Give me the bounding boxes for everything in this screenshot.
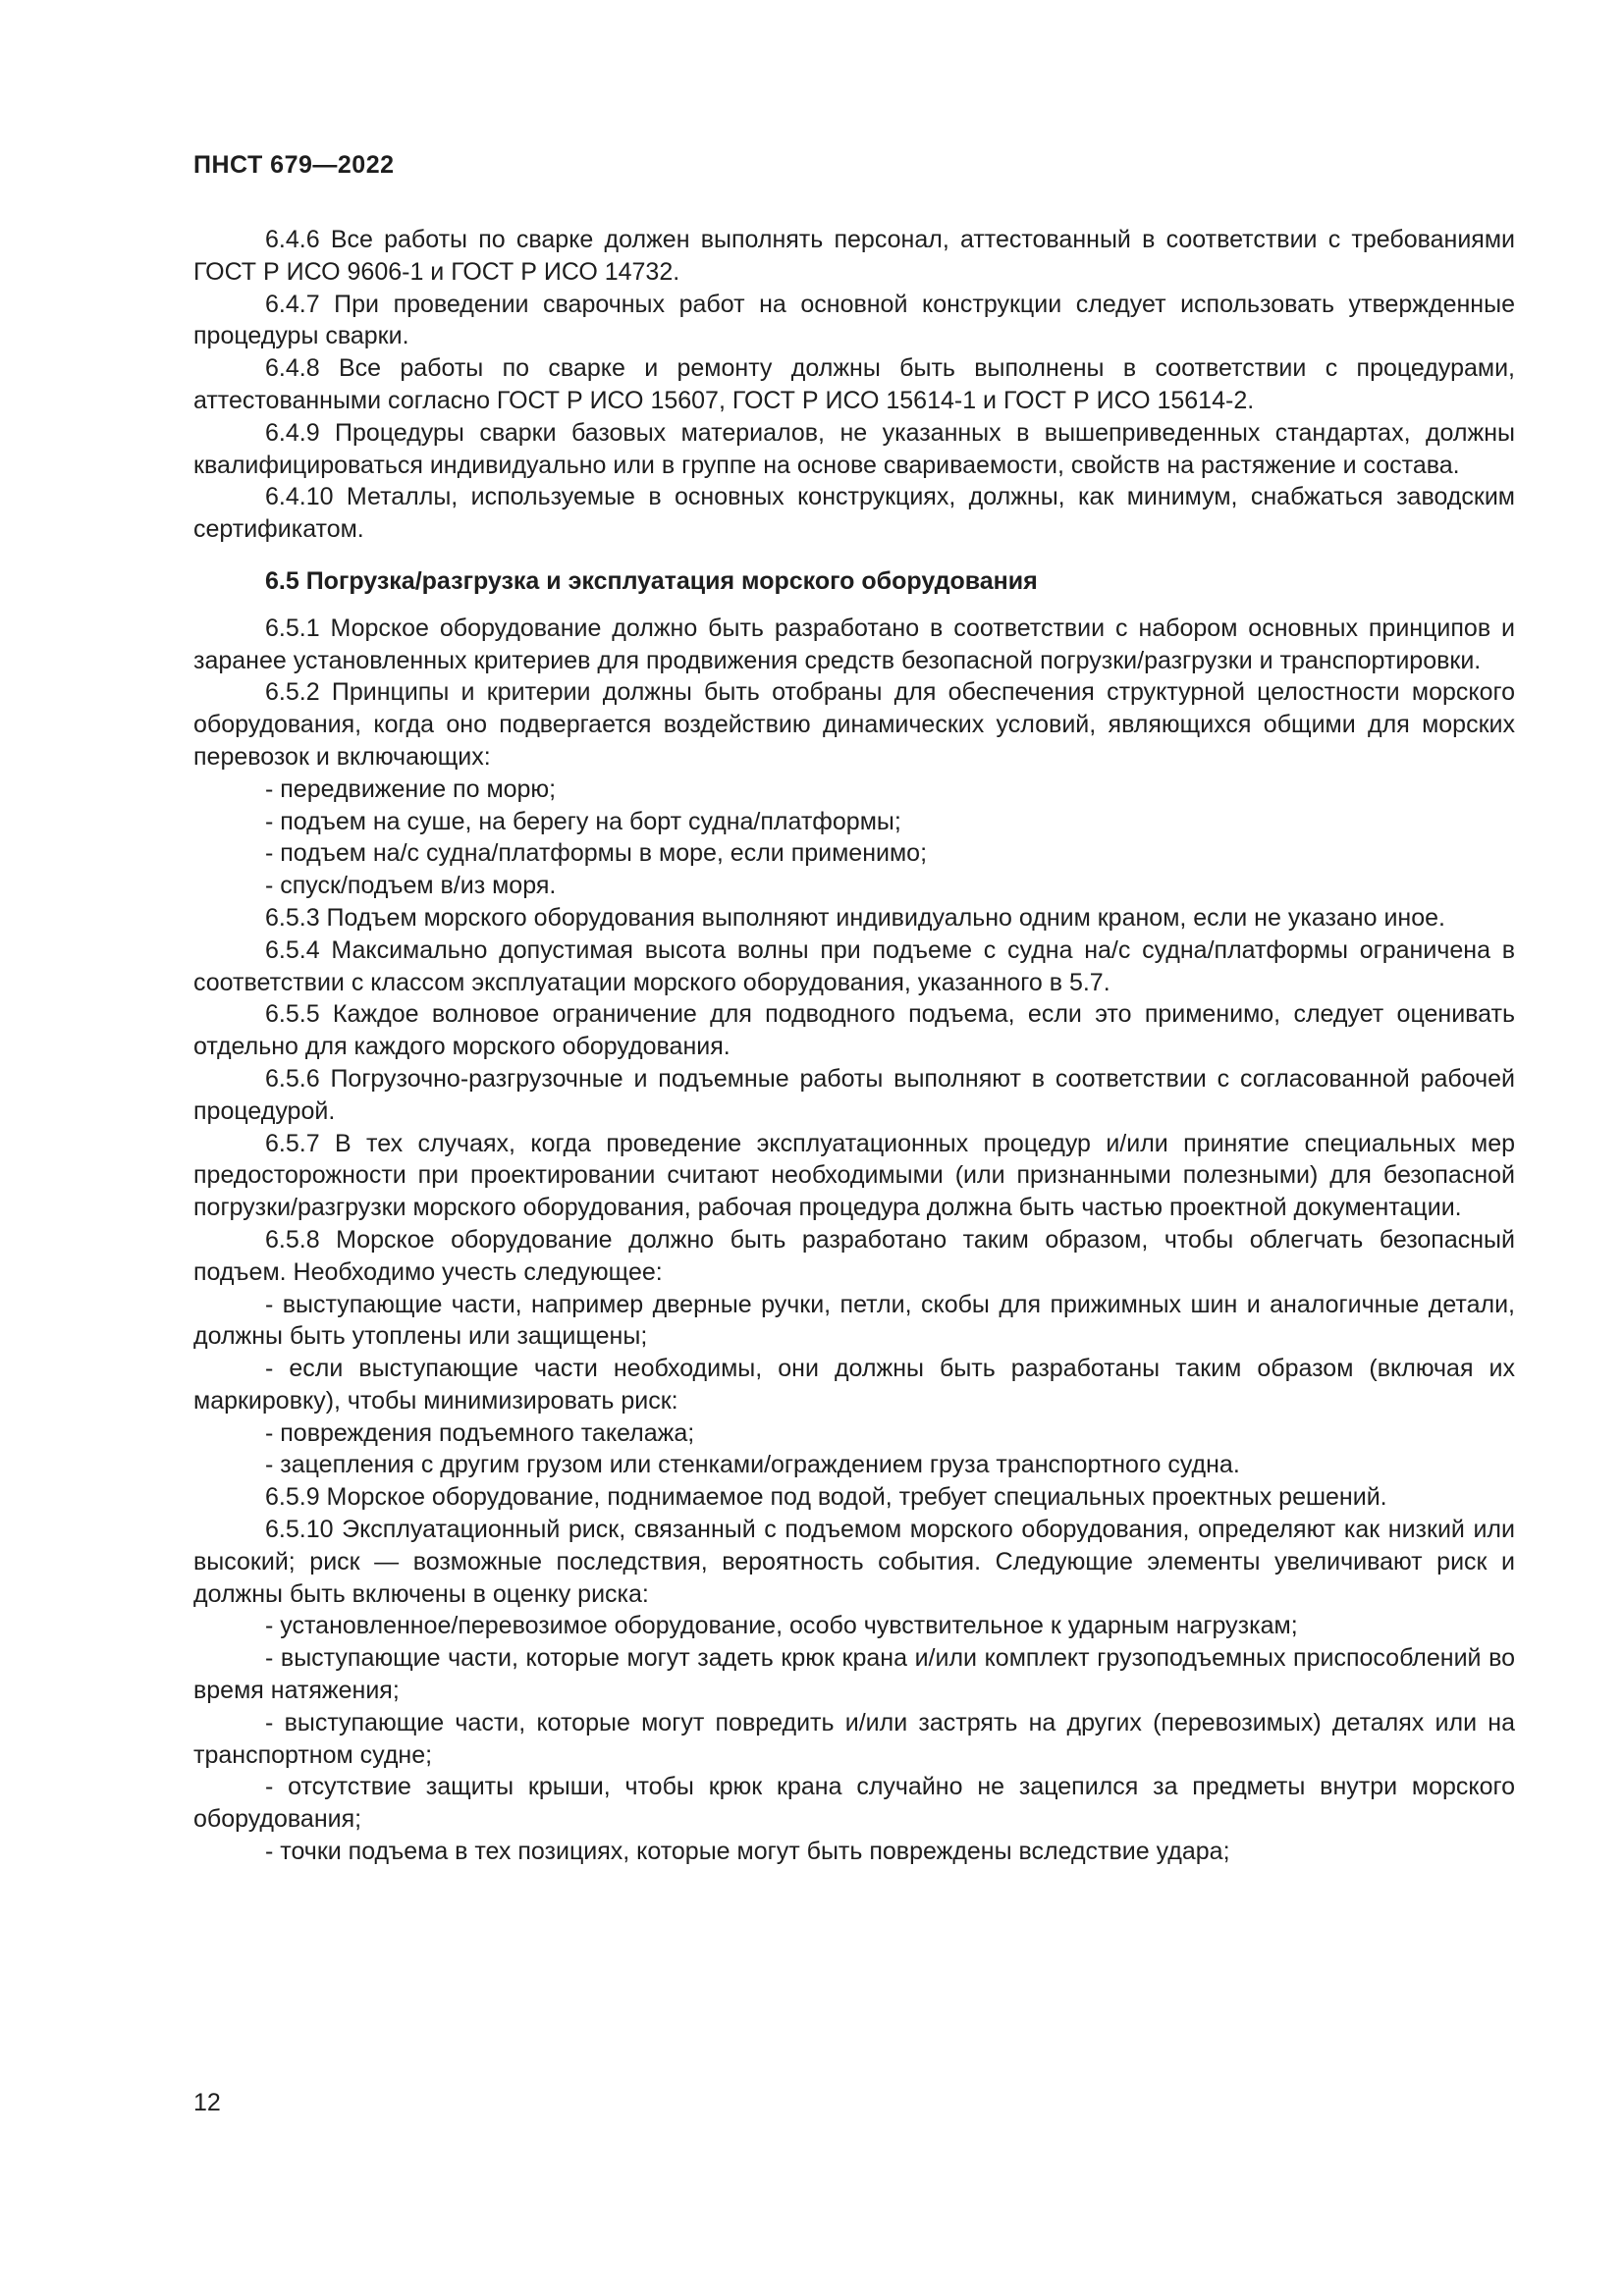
list-item: - спуск/подъем в/из моря.: [265, 872, 557, 900]
list-item: - установленное/перевозимое оборудование, особо чувствительное к ударным нагрузкам;: [265, 1612, 1298, 1640]
paragraph-6-4-7: 6.4.7 При проведении сварочных работ на основной конструкции следует использовать утвержденные процедуры сварки.: [193, 290, 1515, 350]
list-item: - выступающие части, которые могут задеть крюк крана и/или комплект грузоподъемных приспособлений во время натяжения;: [193, 1644, 1515, 1705]
page-number: 12: [193, 2089, 221, 2116]
document-body: [193, 224, 1515, 1868]
paragraph-6-5-7: 6.5.7 В тех случаях, когда проведение эксплуатационных процедур и/или принятие специальных мер предосторожности при проектировании считают необходимыми (или признанными полезными) для безопасной погрузки/разгрузки морского оборудования, рабочая процедура должна быть частью проектной документации.: [193, 1129, 1515, 1222]
paragraph-6-5-6: 6.5.6 Погрузочно-разгрузочные и подъемные работы выполняют в соответствии с согласованной рабочей процедурой.: [193, 1064, 1515, 1125]
list-item: - передвижение по морю;: [265, 774, 557, 803]
list-item: - повреждения подъемного такелажа;: [265, 1418, 695, 1447]
list-item: - подъем на/с судна/платформы в море, если применимо;: [265, 839, 928, 868]
list-item: - подъем на суше, на берегу на борт судна/платформы;: [265, 807, 901, 835]
paragraph-6-4-9: 6.4.9 Процедуры сварки базовых материалов, не указанных в вышеприведенных стандартах, должны квалифицироваться индивидуально или в группе на основе свариваемости, свойств на растяжение и состава.: [193, 418, 1515, 479]
paragraph-6-5-2: 6.5.2 Принципы и критерии должны быть отобраны для обеспечения структурной целостности морского оборудования, когда оно подвергается воздействию динамических условий, являющихся общими для морских перевозок и включающих:: [193, 678, 1515, 771]
list-item: - если выступающие части необходимы, они должны быть разработаны таким образом (включая их маркировку), чтобы минимизировать риск:: [193, 1355, 1515, 1415]
list-item: - выступающие части, которые могут повредить и/или застрять на других (перевозимых) деталях или на транспортном судне;: [193, 1708, 1515, 1769]
paragraph-6-5-1: 6.5.1 Морское оборудование должно быть разработано в соответствии с набором основных принципов и заранее установленных критериев для продвижения средств безопасной погрузки/разгрузки и транспортировки.: [193, 614, 1515, 674]
list-item: - выступающие части, например дверные ручки, петли, скобы для прижимных шин и аналогичные детали, должны быть утоплены или защищены;: [193, 1290, 1515, 1351]
paragraph-6-5-4: 6.5.4 Максимально допустимая высота волны при подъеме с судна на/с судна/платформы ограничена в соответствии с классом эксплуатации морского оборудования, указанного в 5.7.: [193, 935, 1515, 996]
paragraph-6-5-3: 6.5.3 Подъем морского оборудования выполняют индивидуально одним краном, если не указано иное.: [265, 903, 1445, 932]
section-heading-6-5: 6.5 Погрузка/разгрузка и эксплуатация морского оборудования: [265, 566, 1038, 595]
paragraph-6-5-8: 6.5.8 Морское оборудование должно быть разработано таким образом, чтобы облегчать безопасный подъем. Необходимо учесть следующее:: [193, 1225, 1515, 1286]
list-item: - точки подъема в тех позициях, которые могут быть повреждены вследствие удара;: [265, 1838, 1230, 1866]
paragraph-6-5-9: 6.5.9 Морское оборудование, поднимаемое под водой, требует специальных проектных решений.: [265, 1483, 1387, 1512]
list-item: - зацепления с другим грузом или стенками/ограждением груза транспортного судна.: [265, 1451, 1240, 1479]
paragraph-6-5-5: 6.5.5 Каждое волновое ограничение для подводного подъема, если это применимо, следует оценивать отдельно для каждого морского оборудования.: [193, 1000, 1515, 1061]
paragraph-6-5-10: 6.5.10 Эксплуатационный риск, связанный с подъемом морского оборудования, определяют как низкий или высокий; риск — возможные последствия, вероятность события. Следующие элементы увеличивают риск и должны быть включены в оценку риска:: [193, 1516, 1515, 1608]
list-item: - отсутствие защиты крыши, чтобы крюк крана случайно не зацепился за предметы внутри морского оборудования;: [193, 1773, 1515, 1834]
paragraph-6-4-6: 6.4.6 Все работы по сварке должен выполнять персонал, аттестованный в соответствии с требованиями ГОСТ Р ИСО 9606-1 и ГОСТ Р ИСО 14732.: [193, 226, 1515, 286]
document-code-header: ПНСТ 679—2022: [193, 151, 395, 179]
paragraph-6-4-8: 6.4.8 Все работы по сварке и ремонту должны быть выполнены в соответствии с процедурами, аттестованными согласно ГОСТ Р ИСО 15607, ГОСТ Р ИСО 15614-1 и ГОСТ Р ИСО 15614-2.: [193, 354, 1515, 414]
paragraph-6-4-10: 6.4.10 Металлы, используемые в основных конструкциях, должны, как минимум, снабжаться заводским сертификатом.: [193, 483, 1515, 544]
